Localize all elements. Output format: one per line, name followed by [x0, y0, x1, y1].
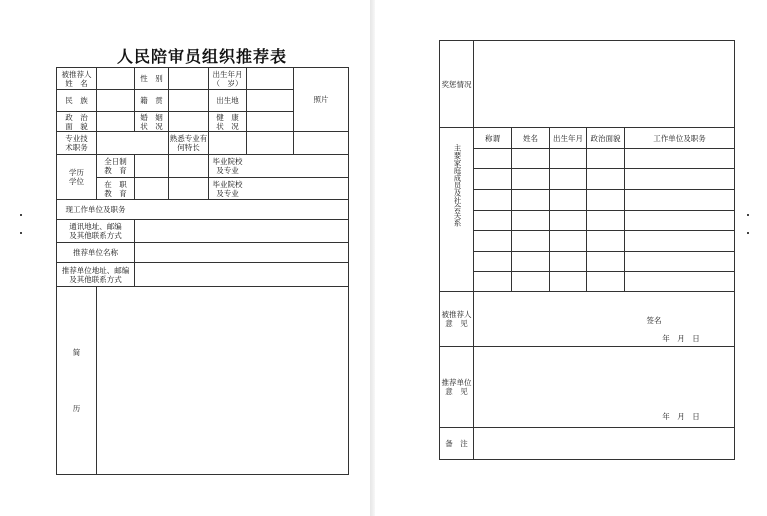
family-col-relation: 称谓	[485, 133, 500, 143]
fulltime-label: 全日制 教 育	[104, 157, 127, 175]
remarks-label: 备 注	[445, 439, 468, 448]
nominee-opinion-field[interactable]	[474, 292, 634, 346]
nominee-opinion-label: 被推荐人 意 见	[441, 310, 472, 328]
recommender-contact-label: 推荐单位地址、邮编 及其他联系方式	[61, 265, 130, 284]
nominee-date: 年 月 日	[662, 333, 700, 343]
form-title: 人民陪审员组织推荐表	[116, 47, 287, 66]
recommender-date: 年 月 日	[662, 411, 700, 421]
binding-mark	[747, 232, 749, 234]
recommender-contact-field[interactable]	[135, 263, 348, 286]
left-page	[0, 0, 370, 516]
resume-field[interactable]	[97, 287, 348, 474]
binding-mark	[747, 214, 749, 216]
family-label: 主要家庭成员及社会关系	[453, 144, 462, 227]
awards-label: 奖惩情况	[441, 79, 472, 89]
family-table-body[interactable]	[474, 149, 734, 291]
awards-field[interactable]	[474, 41, 734, 127]
binding-mark	[20, 214, 22, 216]
inservice-school-label: 毕业院校 及专业	[212, 179, 243, 198]
title-position-label: 专业技 术职务	[65, 134, 88, 152]
specialty-field[interactable]	[209, 132, 348, 154]
family-col-political: 政治面貌	[590, 133, 621, 143]
recommender-name-field[interactable]	[135, 243, 348, 262]
nominee-name-label: 被推荐人 姓 名	[61, 69, 92, 88]
recommender-opinion-label: 推荐单位 意 见	[441, 378, 472, 396]
right-page	[375, 0, 767, 516]
political-label: 政 治 面 貌	[65, 112, 88, 131]
family-col-birth: 出生年月	[553, 133, 583, 143]
birthplace-field[interactable]	[247, 90, 293, 111]
binding-mark	[20, 232, 22, 234]
fulltime-school-label: 毕业院校 及专业	[212, 157, 243, 175]
birth-field[interactable]	[247, 68, 293, 89]
photo-box: 照片	[313, 95, 329, 104]
gender-field[interactable]	[169, 68, 208, 89]
signature-label: 签名	[646, 315, 662, 325]
specialty-label: 熟悉专业有 何特长	[169, 134, 208, 152]
resume-label: 简 历	[72, 347, 81, 413]
ethnicity-label: 民 族	[65, 96, 88, 105]
inservice-label: 在 职 教 育	[104, 179, 127, 198]
contact-label: 通讯地址、邮编 及其他联系方式	[69, 222, 122, 240]
contact-field[interactable]	[135, 220, 348, 242]
family-col-work: 工作单位及职务	[653, 133, 706, 143]
current-work-field[interactable]	[135, 200, 348, 219]
health-label: 健 康 状 况	[216, 112, 239, 131]
current-work-label: 现工作单位及职务	[65, 205, 126, 214]
left-form-grid	[56, 67, 349, 475]
birthplace-label: 出生地	[216, 96, 239, 105]
name-field[interactable]	[97, 68, 134, 89]
gender-label: 性 别	[140, 74, 163, 83]
birth-label: 出生年月 （ 岁）	[212, 69, 243, 88]
family-col-name: 姓名	[523, 133, 538, 143]
education-label: 学历 学位	[69, 168, 84, 186]
remarks-field[interactable]	[474, 428, 734, 459]
marital-label: 婚 姻 状 况	[140, 112, 163, 131]
native-place-label: 籍 贯	[140, 96, 163, 105]
recommender-opinion-field[interactable]	[474, 347, 734, 407]
recommender-name-label: 推荐单位名称	[73, 248, 118, 257]
right-form-grid	[439, 40, 735, 460]
